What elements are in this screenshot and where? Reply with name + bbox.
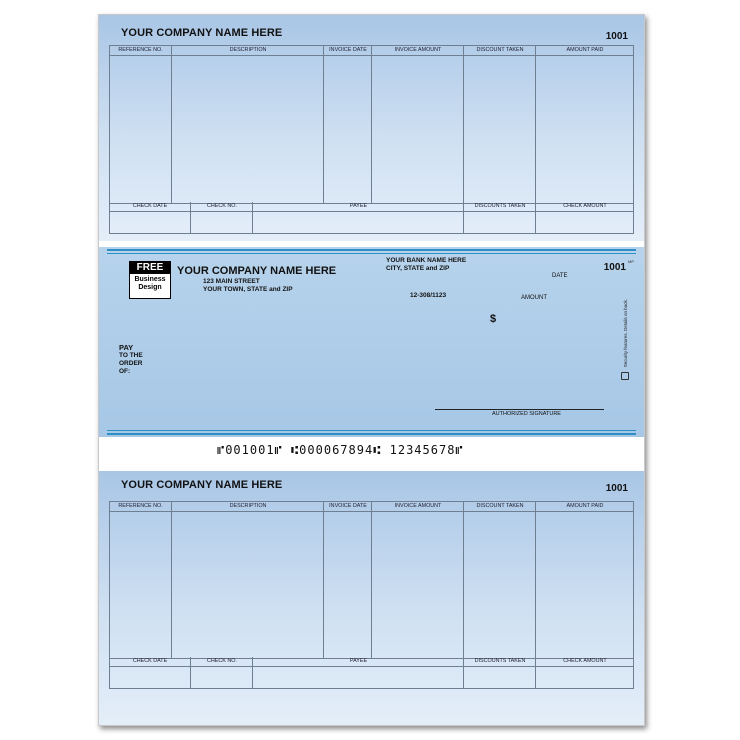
bank-name: YOUR BANK NAME HERE xyxy=(386,257,467,264)
top-stub xyxy=(99,15,644,241)
col-payee: PAYEE xyxy=(252,202,464,211)
col2-check-date: CHECK DATE xyxy=(132,658,168,664)
stub2-footer-header xyxy=(110,657,633,667)
col2-check-amount: CHECK AMOUNT xyxy=(535,657,634,666)
stub-company-name: YOUR COMPANY NAME HERE xyxy=(121,27,283,39)
col-discount-taken: DISCOUNT TAKEN xyxy=(463,46,536,55)
routing-fraction: 12-308/1123 xyxy=(410,292,447,299)
col-check-amount: CHECK AMOUNT xyxy=(535,202,634,211)
col2-discounts-taken: DISCOUNTS TAKEN xyxy=(463,657,536,666)
check-stripe-bottom-thin xyxy=(107,430,636,431)
signature-line xyxy=(435,409,604,410)
amount-label: AMOUNT xyxy=(521,295,547,301)
business-design-logo xyxy=(129,261,171,299)
to-the-label: TO THE xyxy=(119,352,143,359)
stub2-company-name: YOUR COMPANY NAME HERE xyxy=(121,479,283,491)
stub2-table xyxy=(109,501,634,659)
of-label: OF: xyxy=(119,368,131,375)
logo-free-text: FREE xyxy=(130,262,170,274)
logo-line1: Business xyxy=(134,276,166,283)
stub2-footer-table xyxy=(109,657,634,689)
pay-label: PAY xyxy=(119,343,134,352)
stub2-check-number: 1001 xyxy=(605,483,628,494)
col2-amount-paid: AMOUNT PAID xyxy=(535,502,634,511)
stub-table xyxy=(109,45,634,204)
col-invoice-amount: INVOICE AMOUNT xyxy=(371,46,464,55)
stub-footer-header xyxy=(110,202,633,212)
bottom-stub xyxy=(99,471,644,725)
logo-line2: Design xyxy=(138,284,162,291)
check-company-name: YOUR COMPANY NAME HERE xyxy=(177,265,337,277)
company-address xyxy=(203,278,293,293)
col2-payee: PAYEE xyxy=(252,657,464,666)
check-number: 1001 xyxy=(603,262,626,273)
col2-description: DESCRIPTION xyxy=(171,502,324,511)
address-line1: 123 MAIN STREET xyxy=(203,278,260,285)
col-check-no: CHECK NO. xyxy=(190,202,253,211)
check-body xyxy=(99,247,644,437)
check-stripe-top-thin xyxy=(107,253,636,254)
col2-invoice-date: INVOICE DATE xyxy=(323,502,372,511)
col-reference-no: REFERENCE NO. xyxy=(118,47,163,53)
col-description: DESCRIPTION xyxy=(171,46,324,55)
col2-invoice-amount: INVOICE AMOUNT xyxy=(371,502,464,511)
col-discounts-taken: DISCOUNTS TAKEN xyxy=(463,202,536,211)
stub-check-number: 1001 xyxy=(605,31,628,42)
stub-footer-table xyxy=(109,202,634,234)
signature-label: AUTHORIZED SIGNATURE xyxy=(492,411,561,417)
col2-reference-no: REFERENCE NO. xyxy=(118,503,163,509)
pay-to-the-order-of xyxy=(119,344,143,376)
address-line2: YOUR TOWN, STATE and ZIP xyxy=(203,285,293,293)
col-check-date: CHECK DATE xyxy=(132,203,168,209)
col-invoice-date: INVOICE DATE xyxy=(323,46,372,55)
check-page xyxy=(98,14,645,726)
mp-mark: MP xyxy=(628,259,634,264)
bank-city: CITY, STATE and ZIP xyxy=(386,264,450,272)
col2-discount-taken: DISCOUNT TAKEN xyxy=(463,502,536,511)
date-label: DATE xyxy=(552,273,568,279)
order-label: ORDER xyxy=(119,360,143,367)
lock-icon xyxy=(621,372,629,380)
col-amount-paid: AMOUNT PAID xyxy=(535,46,634,55)
security-features-text: Security features. Details on back. xyxy=(623,299,628,368)
col2-check-no: CHECK NO. xyxy=(190,657,253,666)
check-stripe-bottom xyxy=(107,433,636,435)
check-stripe-top xyxy=(107,249,636,251)
dollar-sign: $ xyxy=(490,313,497,325)
bank-info xyxy=(386,257,466,272)
micr-line: ⑈001001⑈ ⑆000067894⑆ 12345678⑈ xyxy=(217,443,464,457)
